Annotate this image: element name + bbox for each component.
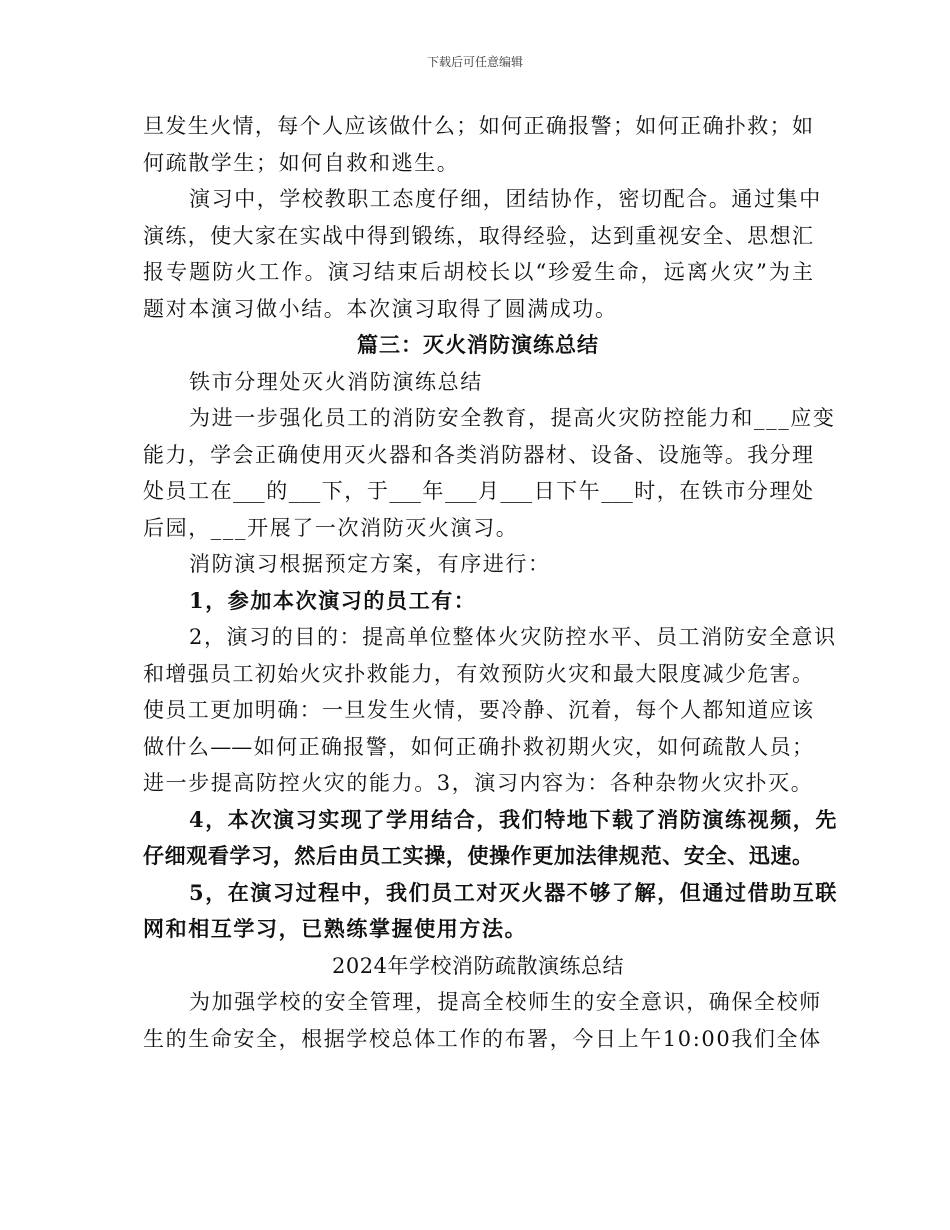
paragraph-line: 演练，使大家在实战中得到锻练，取得经验，达到重视安全、思想汇: [143, 223, 813, 248]
paragraph-line: 后园，___开展了一次消防灭火演习。: [143, 515, 519, 540]
paragraph-line: 报专题防火工作。演习结束后胡校长以“珍爱生命，远离火灾”为主: [143, 260, 813, 284]
paragraph-line: 为进一步强化员工的消防安全教育，提高火灾防控能力和___应变: [189, 406, 836, 430]
paragraph-line: 使员工更加明确：一旦发生火情，要冷静、沉着，每个人都知道应该: [143, 698, 813, 722]
paragraph-line: 演习中，学校教职工态度仔细，团结协作，密切配合。通过集中: [189, 187, 822, 211]
list-item-5: 5，在演习过程中，我们员工对灭火器不够了解，但通过借助互联: [189, 879, 839, 905]
section-heading: 篇三：灭火消防演练总结: [357, 332, 599, 357]
paragraph-line: 仔细观看学习，然后由员工实操，使操作更加法律规范、安全、迅速。: [143, 843, 813, 868]
paragraph-line: 处员工在___的___下，于___年___月___日下午___时，在铁市分理处: [143, 479, 813, 503]
paragraph-line: 和增强员工初始火灾扑救能力，有效预防火灾和最大限度减少危害。: [143, 661, 813, 686]
paragraph-line: 进一步提高防控火灾的能力。3，演习内容为：各种杂物火灾扑灭。: [143, 771, 814, 795]
list-item-1: 1，参加本次演习的员工有：: [189, 587, 477, 613]
section-title: 2024年学校消防疏散演练总结: [332, 953, 624, 978]
paragraph-line: 做什么——如何正确报警，如何正确扑救初期火灾，如何疏散人员；: [143, 734, 813, 759]
paragraph-line: 生的生命安全，根据学校总体工作的布署，今日上午10:00我们全体: [143, 1026, 822, 1051]
subtitle-line: 铁市分理处灭火消防演练总结: [189, 369, 483, 394]
paragraph-line: 为加强学校的安全管理，提高全校师生的安全意识，确保全校师: [189, 990, 822, 1014]
document-body: [143, 108, 839, 1057]
paragraph-line: 旦发生火情，每个人应该做什么；如何正确报警；如何正确扑救；如: [143, 114, 813, 138]
page-header-note: 下载后可任意编辑: [426, 55, 523, 69]
list-item-4: 4，本次演习实现了学用结合，我们特地下载了消防演练视频，先: [189, 806, 839, 832]
paragraph-line: 题对本演习做小结。本次演习取得了圆满成功。: [143, 296, 618, 321]
paragraph-line: 网和相互学习，已熟练掌握使用方法。: [143, 916, 528, 941]
paragraph-line: 消防演习根据预定方案，有序进行：: [189, 552, 551, 576]
list-item-2: 2，演习的目的：提高单位整体火灾防控水平、员工消防安全意识: [189, 625, 837, 649]
paragraph-line: 能力，学会正确使用灭火器和各类消防器材、设备、设施等。我分理: [143, 442, 813, 467]
paragraph-line: 何疏散学生；如何自救和逃生。: [143, 150, 460, 175]
